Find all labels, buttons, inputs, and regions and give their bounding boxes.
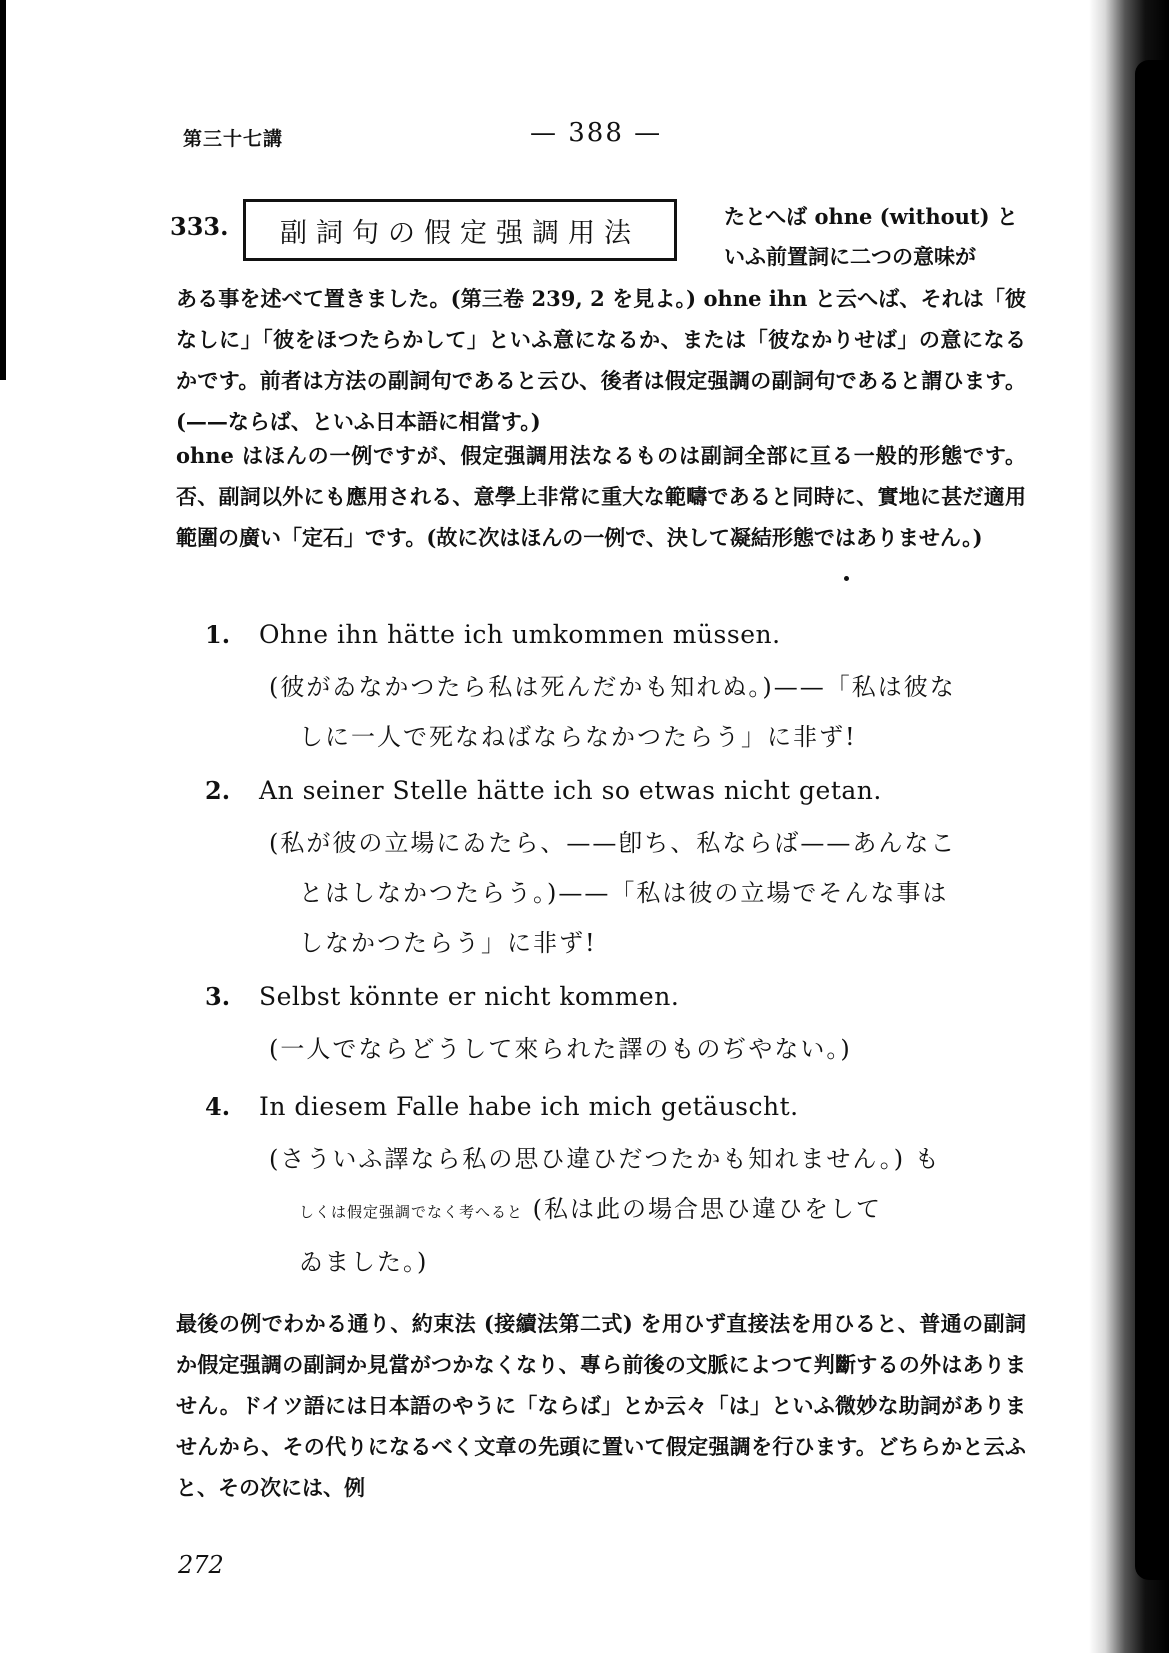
example-number: 1. bbox=[205, 620, 231, 649]
translation-line-2: しに一人で死なねばならなかつたらう」に非ず! bbox=[299, 723, 857, 751]
translation-line-2: とはしなかつたらう。)——「私は彼の立場でそんな事は bbox=[299, 879, 949, 907]
section-number: 333. bbox=[170, 212, 229, 241]
example-german: In diesem Falle habe ich mich getäuscht. bbox=[259, 1092, 799, 1121]
translation-note: しくは假定强調でなく考へると bbox=[299, 1203, 524, 1221]
section-side-text bbox=[724, 197, 1026, 277]
translation-line-2 bbox=[269, 1184, 1029, 1237]
example-translation bbox=[269, 1024, 1029, 1074]
translation-line-3: ゐました。) bbox=[299, 1248, 429, 1276]
page-number: — 388 — bbox=[530, 118, 663, 148]
folio-number: 272 bbox=[178, 1551, 224, 1579]
paragraph-2: ohne はほんの一例ですが、假定强調用法なるものは副詞全部に亘る一般的形態です。否、副詞以外にも應用される、意學上非常に重大な範疇であると同時に、實地に甚だ適用範圍の廣い「定石」です。(故に次はほんの一例で、決して凝結形態ではありません。) bbox=[176, 443, 1026, 550]
example-translation bbox=[269, 662, 1029, 762]
ink-speck bbox=[844, 576, 849, 581]
example-german: Selbst könnte er nicht kommen. bbox=[259, 982, 680, 1011]
side-line-2: いふ前置詞に二つの意味が bbox=[724, 244, 976, 269]
translation-line-1: (一人でならどうして來られた譯のものぢやない。) bbox=[269, 1035, 852, 1063]
paragraph-1: ある事を述べて置きました。(第三卷 239, 2 を見よ。) ohne ihn と云へば、それは「彼なしに」「彼をほつたらかして」といふ意になるか、または「彼なかりせば」の意になるかです。前者は方法の副詞句であると云ひ、後者は假定强調の副詞句であると謂ひます。(——ならば、といふ日本語に相當す。) bbox=[176, 286, 1026, 434]
example-translation bbox=[269, 1134, 1029, 1287]
side-line-1: たとへば ohne (without) と bbox=[724, 204, 1018, 229]
running-head-chapter: 第三十七講 bbox=[183, 128, 284, 150]
example-translation bbox=[269, 818, 1029, 968]
section-title: 副詞句の假定强調用法 bbox=[280, 217, 640, 249]
translation-line-3: しなかつたらう」に非ず! bbox=[299, 929, 597, 957]
translation-line-1: (私が彼の立場にゐたら、——卽ち、私ならば——あんなこ bbox=[269, 829, 957, 857]
example-number: 2. bbox=[205, 776, 231, 805]
example-number: 4. bbox=[205, 1092, 231, 1121]
section-title-box bbox=[243, 199, 677, 261]
translation-line-1: (さういふ譯なら私の思ひ違ひだつたかも知れません。) も bbox=[269, 1145, 941, 1173]
translation-line-1: (彼がゐなかつたら私は死んだかも知れぬ。)——「私は彼な bbox=[269, 673, 956, 701]
example-german: An seiner Stelle hätte ich so etwas nicht getan. bbox=[259, 776, 882, 805]
paragraph-3: 最後の例でわかる通り、約束法 (接續法第二式) を用ひず直接法を用ひると、普通の副詞か假定强調の副詞か見當がつかなくなり、專ら前後の文脈によつて判斷するの外はありません。ドイツ語には日本語のやうに「ならば」とか云々「は」といふ微妙な助詞がありませんから、その代りになるべく文章の先頭に置いて假定强調を行ひます。どちらかと云ふと、その次には、例 bbox=[176, 1311, 1026, 1500]
example-german: Ohne ihn hätte ich umkommen müssen. bbox=[259, 620, 781, 649]
example-number: 3. bbox=[205, 982, 231, 1011]
translation-line-2-text: (私は此の場合思ひ違ひをして bbox=[532, 1195, 883, 1223]
